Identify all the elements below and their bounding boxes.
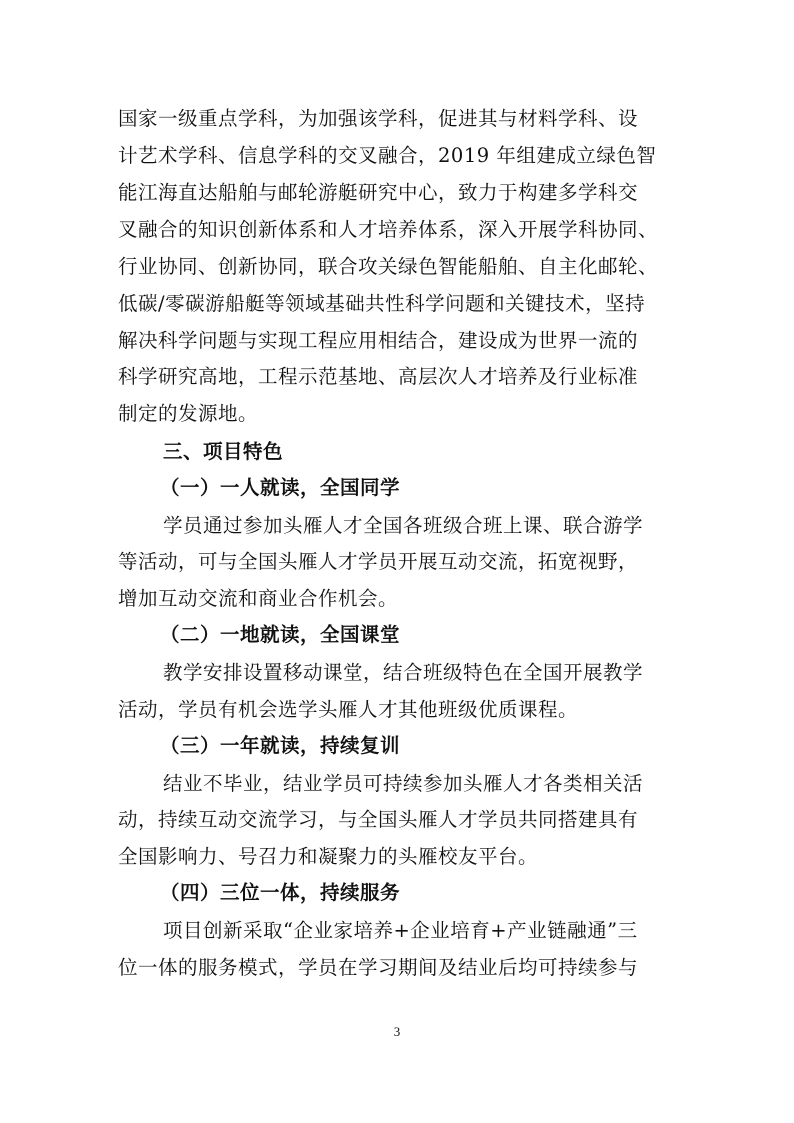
text-line: 叉融合的知识创新体系和人才培养体系，深入开展学科协同、 (118, 218, 659, 241)
feature-title: （四）三位一体，持续服务 (160, 881, 401, 904)
text-line: 等活动，可与全国头雁人才学员开展互动交流，拓宽视野， (118, 550, 639, 573)
text-line: 计艺术学科、信息学科的交叉融合，2019 年组建成立绿色智 (118, 144, 657, 167)
text-line: 活动，学员有机会选学头雁人才其他班级优质课程。 (118, 698, 579, 721)
page-number: 3 (393, 1024, 401, 1039)
text-line: 学员通过参加头雁人才全国各班级合班上课、联合游学 (163, 514, 644, 537)
text-line: 增加互动交流和商业合作机会。 (118, 587, 399, 610)
text-line: 结业不毕业，结业学员可持续参加头雁人才各类相关活 (163, 772, 644, 795)
feature-title: （三）一年就读，持续复训 (160, 734, 401, 757)
text-line: 项目创新采取“企业家培养+企业培育+产业链融通”三 (163, 919, 638, 942)
text-line: 制定的发源地。 (118, 402, 259, 425)
text-line: 低碳/零碳游船艇等领域基础共性科学问题和关键技术，坚持 (118, 292, 646, 315)
text-line: 教学安排设置移动课堂，结合班级特色在全国开展教学 (163, 661, 644, 684)
text-line: 国家一级重点学科，为加强该学科，促进其与材料学科、设 (118, 107, 639, 130)
text-line: 动，持续互动交流学习，与全国头雁人才学员共同搭建具有 (118, 808, 639, 831)
text-line: 解决科学问题与实现工程应用相结合，建设成为世界一流的 (118, 329, 639, 352)
text-line: 行业协同、创新协同，联合攻关绿色智能船舶、自主化邮轮、 (118, 255, 659, 278)
text-line: 全国影响力、号召力和凝聚力的头雁校友平台。 (118, 845, 539, 868)
section-heading: 三、项目特色 (163, 440, 284, 463)
feature-title: （一）一人就读，全国同学 (160, 476, 401, 499)
text-line: 科学研究高地，工程示范基地、高层次人才培养及行业标准 (118, 365, 639, 388)
text-line: 能江海直达船舶与邮轮游艇研究中心，致力于构建多学科交 (118, 181, 639, 204)
feature-title: （二）一地就读，全国课堂 (160, 623, 401, 646)
text-line: 位一体的服务模式，学员在学习期间及结业后均可持续参与 (118, 956, 639, 979)
